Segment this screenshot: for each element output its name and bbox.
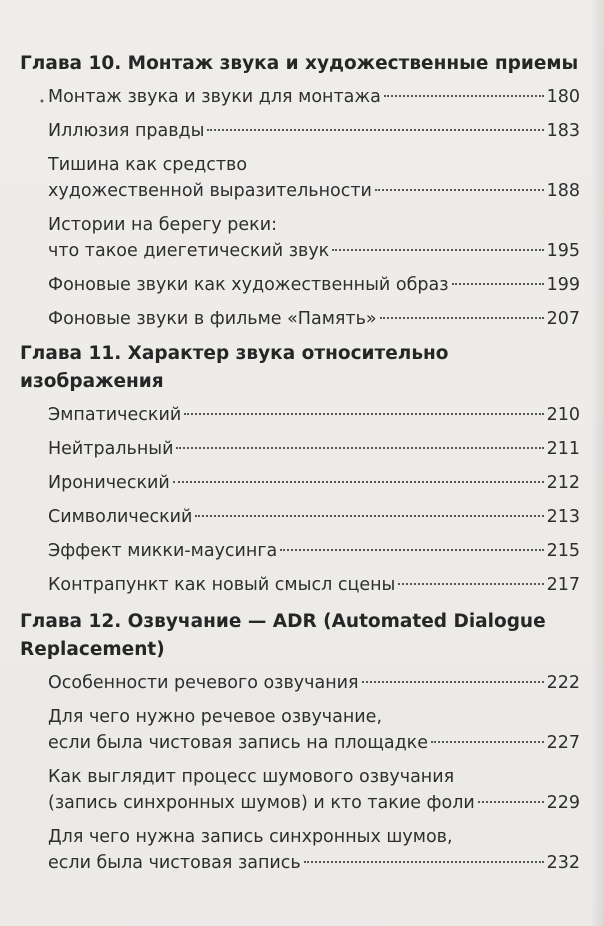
dot-leader — [398, 583, 543, 585]
toc-entry[interactable] — [48, 670, 580, 696]
entry-title: Контрапункт как новый смысл сцены — [48, 575, 396, 595]
dot-leader — [304, 861, 544, 863]
entry-title-line1: Как выглядит процесс шумового озвучания — [48, 767, 455, 787]
dot-leader — [332, 249, 543, 251]
toc-entry[interactable] — [48, 504, 580, 530]
entry-title: Иллюзия правды — [48, 121, 205, 141]
page-number: 217 — [546, 575, 580, 595]
toc-entry[interactable] — [48, 118, 580, 144]
chapter-title: Глава 11. Характер звука относительно изображения — [20, 343, 449, 392]
chapter-12 — [20, 608, 580, 884]
page-number: 195 — [546, 241, 580, 261]
chapter-entries — [48, 670, 580, 876]
entry-title-line1: Для чего нужна запись синхронных шумов, — [48, 827, 453, 847]
toc-entry[interactable] — [48, 704, 580, 756]
toc-entry[interactable] — [48, 272, 580, 298]
entry-title-line1: Для чего нужно речевое озвучание, — [48, 707, 383, 727]
chapter-entries — [48, 402, 580, 598]
chapter-11 — [20, 340, 580, 606]
dot-leader — [452, 283, 544, 285]
print-mark: • — [39, 97, 45, 108]
entry-title: Символический — [48, 507, 193, 527]
entry-title: Иронический — [48, 473, 170, 493]
dot-leader — [431, 741, 544, 743]
page-number: 232 — [546, 853, 580, 873]
page-number: 212 — [546, 473, 580, 493]
entry-title: если была чистовая запись — [48, 853, 301, 873]
page-number: 188 — [546, 181, 580, 201]
dot-leader — [380, 317, 544, 319]
page-number: 227 — [546, 733, 580, 753]
entry-title: художественной выразительности — [48, 181, 372, 201]
page-number: 211 — [546, 439, 580, 459]
chapter-title: Глава 10. Монтаж звука и художественные приемы — [20, 53, 579, 74]
page-number: 215 — [546, 541, 580, 561]
toc-entry[interactable] — [48, 470, 580, 496]
entry-title-line1: Тишина как средство — [48, 155, 248, 175]
toc-entry[interactable] — [48, 402, 580, 428]
page-number: 183 — [546, 121, 580, 141]
entry-title: Эффект микки-маусинга — [48, 541, 278, 561]
dot-leader — [207, 129, 543, 131]
dot-leader — [478, 801, 544, 803]
toc-entry[interactable] — [48, 538, 580, 564]
page-number: 222 — [546, 673, 580, 693]
page-number: 229 — [546, 793, 580, 813]
entry-title: что такое диегетический звук — [48, 241, 330, 261]
entry-title-line1: Истории на берегу реки: — [48, 215, 278, 235]
toc-entry[interactable] — [48, 764, 580, 816]
dot-leader — [384, 95, 544, 97]
chapter-entries — [48, 84, 580, 332]
toc-entry[interactable] — [48, 152, 580, 204]
toc-entry[interactable] — [48, 572, 580, 598]
entry-title: Фоновые звуки в фильме «Память» — [48, 309, 377, 329]
dot-leader — [176, 447, 543, 449]
page-number: 207 — [546, 309, 580, 329]
toc-entry[interactable] — [48, 306, 580, 332]
toc-entry[interactable] — [48, 436, 580, 462]
page-edge-shadow — [590, 0, 604, 926]
toc-entry[interactable] — [48, 84, 580, 110]
page-number: 199 — [546, 275, 580, 295]
entry-title: Эмпатический — [48, 405, 182, 425]
dot-leader — [184, 413, 543, 415]
chapter-title: Глава 12. Озвучание — ADR (Automated Dialogue Replacement) — [20, 611, 546, 660]
dot-leader — [280, 549, 543, 551]
dot-leader — [173, 481, 544, 483]
toc-entry[interactable] — [48, 824, 580, 876]
entry-title: Нейтральный — [48, 439, 174, 459]
dot-leader — [375, 189, 544, 191]
chapter-10 — [20, 50, 580, 340]
entry-title: Особенности речевого озвучания — [48, 673, 359, 693]
dot-leader — [362, 681, 544, 683]
toc-entry[interactable] — [48, 212, 580, 264]
entry-title: Фоновые звуки как художественный образ — [48, 275, 449, 295]
entry-title: Монтаж звука и звуки для монтажа — [48, 87, 381, 107]
entry-title: если была чистовая запись на площадке — [48, 733, 429, 753]
page-number: 180 — [546, 87, 580, 107]
dot-leader — [195, 515, 543, 517]
entry-title: (запись синхронных шумов) и кто такие фоли — [48, 793, 475, 813]
page-number: 213 — [546, 507, 580, 527]
page-number: 210 — [546, 405, 580, 425]
